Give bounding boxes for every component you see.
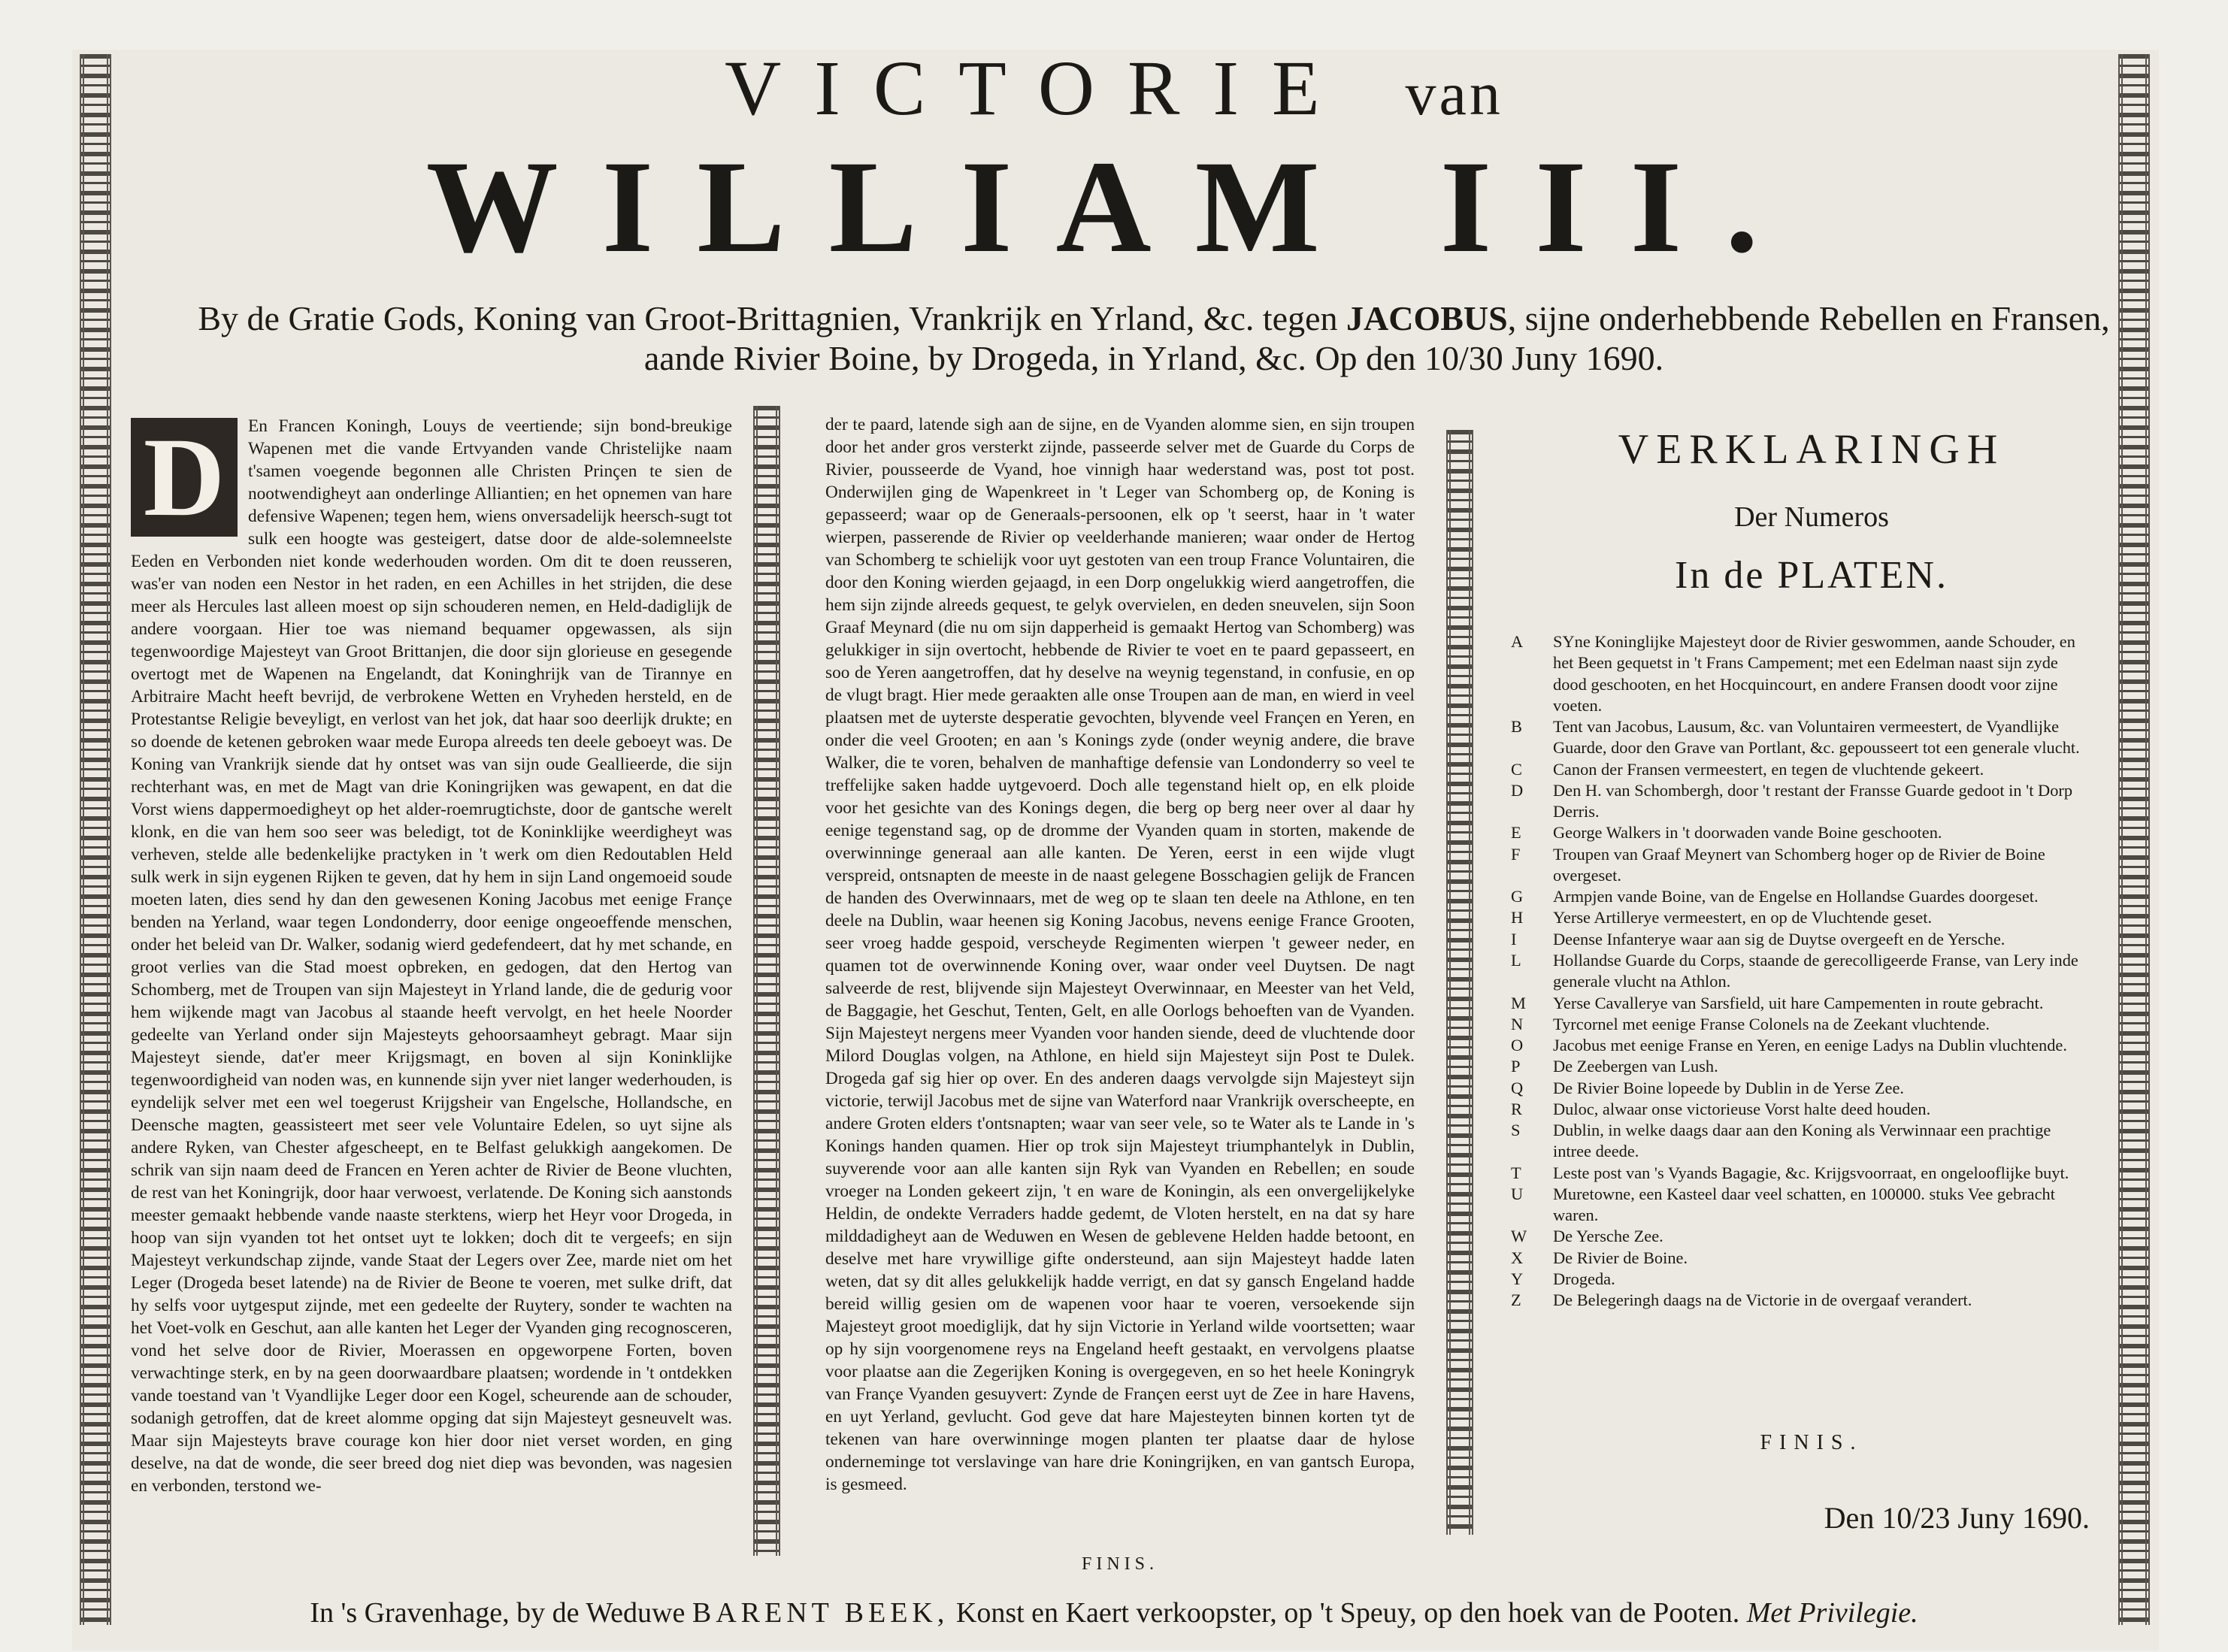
- legend-item: [1511, 716, 2090, 759]
- legend-item: [1511, 886, 2090, 907]
- legend-platen: In de PLATEN.: [1675, 554, 1948, 597]
- legend-key: L: [1511, 950, 1521, 970]
- title-line-2: WILLIAM III.: [425, 134, 1803, 280]
- legend-key: M: [1511, 993, 1526, 1012]
- legend-key: W: [1511, 1227, 1527, 1246]
- legend-key: R: [1511, 1099, 1522, 1118]
- legend-text: Tyrcornel met eenige Franse Colonels na de Zeekant vluchtende.: [1553, 1014, 1990, 1033]
- legend-key: P: [1511, 1057, 1521, 1076]
- legend-text: Hollandse Guarde du Corps, staande de gerecolligeerde Franse, van Lery inde generale vlucht na Athlon.: [1553, 950, 2078, 991]
- legend-item: [1511, 1035, 2090, 1056]
- legend-key: O: [1511, 1036, 1524, 1055]
- legend-text: George Walkers in 't doorwaden vande Boine geschooten.: [1553, 823, 1942, 843]
- legend-text: De Rivier de Boine.: [1553, 1248, 1688, 1267]
- left-ornament-border: [80, 54, 111, 1625]
- legend-text: Jacobus met eenige Franse en Yeren, en eenige Ladys na Dublin vluchtende.: [1553, 1036, 2067, 1055]
- title-van: van: [1405, 59, 1503, 128]
- legend-key: C: [1511, 759, 1522, 779]
- legend-item: [1511, 1078, 2090, 1099]
- imprint-printer-name: BARENT BEEK,: [692, 1597, 949, 1629]
- imprint-part-2: Konst en Kaert verkoopster, op 't Speuy, op den hoek van de Pooten.: [955, 1597, 1740, 1629]
- legend-key: Y: [1511, 1269, 1524, 1288]
- legend-item: [1511, 1269, 2090, 1290]
- title-line-1: [0, 45, 2228, 132]
- legend-text: Dublin, in welke daags daar aan den Koning als Verwinnaar een prachtige intree deede.: [1553, 1121, 2051, 1161]
- legend-text: Muretowne, een Kasteel daar veel schatten, en 100000. stuks Vee gebracht waren.: [1553, 1184, 2055, 1225]
- legend-key: D: [1511, 780, 1524, 800]
- legend-item: [1511, 1184, 2090, 1227]
- legend-text: Leste post van 's Vyands Bagagie, &c. Krijgsvoorraat, en ongelooflijke buyt.: [1553, 1163, 2069, 1182]
- legend-text: Yerse Cavallerye van Sarsfield, uit hare Campementen in route gebracht.: [1553, 993, 2044, 1012]
- subtitle-part-1: By de Gratie Gods, Koning van Groot-Brittagnien, Vrankrijk en Yrland, &c. tegen: [198, 299, 1338, 337]
- subtitle: [188, 299, 2120, 379]
- legend-item: [1511, 1120, 2090, 1163]
- legend-item: [1511, 1014, 2090, 1035]
- legend-heading: VERKLARINGH: [1618, 426, 2006, 473]
- legend-item: [1511, 822, 2090, 843]
- legend-item: [1511, 907, 2090, 928]
- legend-text: De Belegeringh daags na de Victorie in de overgaaf verandert.: [1553, 1290, 1972, 1310]
- column-divider-ornament-1: [753, 406, 780, 1556]
- legend-key: X: [1511, 1248, 1524, 1267]
- legend-text: Yerse Artillerye vermeestert, en op de Vluchtende geset.: [1553, 908, 1933, 927]
- column-2-finis: FINIS.: [1081, 1554, 1158, 1574]
- subtitle-jacobus: JACOBUS: [1346, 299, 1508, 337]
- legend-text: Deense Infanterye waar aan sig de Duytse overgeeft en de Yersche.: [1553, 929, 2006, 949]
- legend-key: G: [1511, 887, 1524, 906]
- legend-key: A: [1511, 632, 1524, 651]
- legend-item: [1511, 780, 2090, 823]
- legend-text: SYne Koninglijke Majesteyt door de Rivier geswommen, aande Schouder, en het Been gequetst in 't Frans Campement; met een Edelman naast sijn zyde dood geschooten, en het Hocquincourt, en andere Fransen doodt voor zijne voeten.: [1553, 632, 2075, 715]
- subtitle-date: 10/30 Juny 1690.: [1424, 338, 1664, 377]
- legend-text: Den H. van Schombergh, door 't restant der Fransse Guarde gedoot in 't Dorp Derris.: [1553, 780, 2073, 821]
- imprint-privilege: Met Privilegie.: [1746, 1597, 1918, 1629]
- legend-item: [1511, 1163, 2090, 1184]
- legend-text: Tent van Jacobus, Lausum, &c. van Voluntairen vermeestert, de Vyandlijke Guarde, door den Grave van Portlant, &c. gepousseert tot een generale vlucht.: [1553, 717, 2080, 758]
- legend-item: [1511, 993, 2090, 1014]
- legend-key: U: [1511, 1184, 1524, 1203]
- legend-key: B: [1511, 717, 1522, 737]
- legend-key: H: [1511, 908, 1524, 927]
- legend-key: I: [1511, 929, 1517, 949]
- legend-key: Q: [1511, 1078, 1524, 1097]
- legend-text: Troupen van Graaf Meynert van Schomberg hoger op de Rivier de Boine overgeset.: [1553, 844, 2045, 885]
- imprint-footer: [0, 1596, 2228, 1629]
- legend-text: De Rivier Boine lopeede by Dublin in de Yerse Zee.: [1553, 1078, 1904, 1097]
- legend-item: [1511, 1248, 2090, 1269]
- legend-text: Canon der Fransen vermeestert, en tegen de vluchtende gekeert.: [1553, 759, 1984, 779]
- column-2-text: der te paard, latende sigh aan de sijne, en de Vyanden alomme sien, en sijn troupen door het ander gros versterkt zijnde, passeerde selver met de Guarde du Corps de Rivier, pousseerde de Vyand, hoe vinnigh haar wederstand was, post tot post. Onderwijlen ging de Wapenkreet in 't Leger van Schomberg op, de Koning is gepasseerd; waar op de Generaals-persoonen, elk op 't seerst, haar in 't water wierpen, passerende de Rivier op veelderhande manieren; waar onder de Hertog van Schomberg te schielijk voor uyt gestoten van een troup France Voluntairen, die door den Koning wierden gejaagd, in een Dorp ongelukkig wierd aangetroffen, die hem sijn zijnde alreeds gequest, te gelyk overvielen, en deden sneuvelen, sijn Soon Graaf Meynard (die nu om sijn dapperheid is gemaakt Hertog van Schomberg) was gelukkiger in sijn overtocht, hebbende de Rivier te voet en te paard gepasseert, en soo de Yeren aangetroffen, dat hy deselve na weynig tegenstand, in confusie, en op de vlugt bragt. Hier mede geraakten alle onse Troupen aan de man, en wierd in veel plaatsen met de uyterste desperatie gevochten, blyvende veel Françen en Yeren, en onder die veel Grooten; en aan 's Konings zyde (onder weynig andere, die brave Walker, die te voren, behalven de manhaftige defensie van Londonderry so veel te treffelijke saken hadde uytgevoerd. Doch alle tegenstand hielt op, en elk ploide voor het gesichte van des Konings degen, die berg op berg neer over al daar hy eenige tegenstand sag, op de dromme der Vyanden quam in storten, makende de overwinninge generaal aan alle kanten. De Yeren, eerst in een wijde vlugt verspreid, ontsnapten de meeste in de naast gelegene Bosschagien gelijk de Francen de handen des Overwinnaars, met de weg op te slaan ten deele na Athlone, en ten deele na Dublin, waar heenen sig Koning Jacobus, nevens eenige France Grooten, seer vroeg hadde gespoid, verscheyde Regimenten wierpen 't geweer neder, en quamen tot de overwinnende Koning over, waar onder veel Duytsen. De nagt salveerde de rest, blijvende sijn Majesteyt Overwinnaar, en Meester van het Veld, de Baggagie, het Geschut, Tenten, Gelt, en alle Oorlogs behoeften van de Vyanden. Sijn Majesteyt nergens meer Vyanden voor handen siende, deed de vluchtende door Milord Douglas volgen, na Athlone, en hield sijn Majesteyt sijn Post te Dulek. Drogeda gaf sig hier op over. En des anderen daags vervolgde sijn Majesteyt sijn victorie, terwijl Jacobus met de sijne van Waterford naar Vrankrijk overscheepte, en andere Groten elders t'ontsnapten; waar van seer vele, so te Water als te Lande in 's Konings handen quamen. Hier op trok sijn Majesteyt triumphantelyk in Dublin, suyverende voor aan alle kanten sijn Ryk van Vyanden en Rebellen; en soude vroeger na Londen gekeert zijn, 't en ware de Koningin, als een onvergelijkelyke Heldin, de ondekte Verraders hadde gedemt, de Vloten herstelt, en na dat sy hare milddadigheyt aan de Weduwen en Wesen de geblevene Helden hadde betoont, en deselve met hare vrywillige gifte ondersteund, aan sijn Majesteyt hadde laten weten, dat sy dit alles gelukkelijk hadde verrigt, en dat sy gansch Engeland hadde bereid willig gesien om de wapenen voor haar te voeren, versoekende sijn Majesteyt groot moediglijk, dat hy sijn Victorie in Yerland wilde voortsetten; waar op hy sijn voorgenomene reys na Engeland heeft gestaakt, en vervolgens plaatse voor plaatse aan die Zegerijken Koning is overgegeven, en so het heele Koningryk van Françe Vyanden gesuyvert: Zynde de Françen eerst uyt de Zee in hare Havens, en uyt Yerland, gevlucht. God geve dat hare Majesteyten binnen korten tyt de tekenen van hare overwinninge mogen planten ter plaatse daar de hylose onderneminge tot verslavinge van hare drie Koningrijken, en van gantsch Europa, is gesmeed.: [825, 415, 1415, 1494]
- legend-key: E: [1511, 823, 1521, 843]
- legend-text: De Zeebergen van Lush.: [1553, 1057, 1718, 1076]
- decorated-initial: D: [131, 418, 238, 537]
- legend-item: [1511, 1226, 2090, 1247]
- legend-item: [1511, 1290, 2090, 1311]
- legend-item: [1511, 631, 2090, 716]
- legend-item: [1511, 1056, 2090, 1077]
- legend-date: Den 10/23 Juny 1690.: [1824, 1501, 2090, 1535]
- column-1-text: En Francen Koningh, Louys de veertiende; sijn bond-breukige Wapenen met die vande Ertvyanden vande Christelijke naam t'samen voegende begonnen alle Christen Prinçen te sien de nootwendigheyt aan onderlinge Alliantien; en het opnemen van hare defensive Wapenen; tegen hem, wiens onversadelijk heersch-sugt tot sulk een hoogte was gesteigert, datse door de alde-solemneelste Eeden en Verbonden niet konde wederhouden worden. Om dit te doen reusseren, was'er van noden een Nestor in het raden, en een Achilles in het strijden, die dese meer als Hercules last alleen moest op sijn schouderen nemen, en Held-dadiglijk de andere voorgaan. Hier toe was niemand bequamer opgewassen, als sijn tegenwoordige Majesteyt van Groot Brittanjen, die door sijn glorieuse en gesegende overtogt met de Wapenen na Engelandt, dat Koninghrijk van de Tirannye en Arbitraire Macht heeft bevrijd, de verbrokene Wetten en Vryheden hersteld, en de Protestantse Religie beveyligt, en verlost van het jok, dat haar soo deerlijk drukte; en so doende de ketenen gebroken waar mede Europa alreeds ten deele geboeyt was. De Koning van Vrankrijk siende dat hy ontset was van sijn oude Geallieerde, die sijn rechterhant was, en met de Magt van drie Koningrijken was gewapent, en dat die Vorst wiens dappermoedigheyt op het alder-roemrugtichste, door de gantsche werelt klonk, en die van hem soo seer was beledigt, tot de Koninklijke weerdigheyt was verheven, stelde alle bedenkelijke practyken in 't werk om dien Redoutablen Held sulk werk in sijn eygenen Rijken te geven, dat hy hem in sijn Land ongemoeid soude moeten laten, dies send hy dan den gewesenen Koning Jacobus met eenige Françe benden na Yerland, waar tegen Londonderry, door eenige ongeoeffende menschen, onder het beleid van Dr. Walker, sodanig wierd gedefendeert, dat hy met schande, en groot verlies van die Stad moest opbreken, en gedogen, dat den Hertog van Schomberg, met de Troupen van sijn Majesteyt in Yrland lande, die de gedurig voor hem wijkende magt van Jacobus al staande heeft vervolgt, en het heele Noorder gedeelte van Yerland onder sijn Majesteyts gehoorsaamheyt gebragt. Maar sijn Majesteyt siende, dat'er meer Krijgsmagt, en boven al sijn Koninklijke tegenwoordigheid van noden was, en kunnende sijn yver niet langer wederhouden, is eyndelijk selver met een wel toegerust Krijgsheir van Engelsche, Hollandsche, en Deensche magten, geassisteert met seer vele Voluntaire Edelen, so uyt sijne als andere Ryken, van Chester afgescheept, en te Belfast gelukkigh aangekomen. De schrik van sijn naam deed de Francen en Yeren achter de Rivier de Beone vluchten, de rest van het Koningrijk, door haar verwoest, verlatende. De Koning sich aanstonds meester gemaakt hebbende vande naaste sterktens, wierp het Heyr voor Drogeda, in hoop van sijn vyanden tot het ontset uyt te lokken; doch dit te vergeefs; en sijn Majesteyt verkundschap zijnde, vande Staat der Legers over Zee, marde niet om het Leger (Drogeda beset latende) na de Rivier de Beone te voeren, met sulke drift, dat hy selfs voor uytgesput zijnde, met een gedeelte der Ruytery, sonder te wachten na het Voet-volk en Geschut, aan alle kanten het Leger der Vyanden ging recognosceren, vond het selve door de Rivier, Moerassen en opgeworpene Forten, boven verwachtinge sterk, en by na geen doorwaardbare plaatsen; wordende in 't ontdekken vande toestand van 't Vyandlijke Leger door een Kogel, scheurende aan de schouder, sodanigh getroffen, dat de kreet alomme opging dat sijn Majesteyt gesneuvelt was. Maar sijn Majesteyts brave courage kon hier door niet verset worden, en ging deselve, na dat de wonde, die seer breed dog niet diep was bevonden, was nagesien en verbonden, terstond we-: [131, 416, 732, 1496]
- legend-key: Z: [1511, 1290, 1521, 1310]
- subtitle-part-2: , sijne onderhebbende Rebellen en Fransen, aande Rivier Boine, by Drogeda, in Yrland, &c. Op den: [643, 299, 2110, 377]
- legend-text: De Yersche Zee.: [1553, 1227, 1663, 1246]
- text-column-1: [131, 415, 732, 1497]
- column-divider-ornament-2: [1446, 430, 1473, 1535]
- text-column-2: [825, 413, 1415, 1496]
- legend-list: [1511, 631, 2090, 1312]
- legend-text: Armpjen vande Boine, van de Engelse en Hollandse Guardes doorgeset.: [1553, 887, 2039, 906]
- title-victorie: VICTORIE: [725, 45, 1353, 132]
- legend-key: S: [1511, 1121, 1521, 1140]
- legend-item: [1511, 950, 2090, 993]
- legend-subheading: Der Numeros: [1734, 501, 1889, 533]
- legend-item: [1511, 929, 2090, 950]
- legend-text: Drogeda.: [1553, 1269, 1615, 1288]
- legend-finis: FINIS.: [1760, 1431, 1863, 1454]
- right-ornament-border: [2118, 54, 2150, 1625]
- imprint-part-1: In 's Gravenhage, by de Weduwe: [310, 1597, 686, 1629]
- legend-item: [1511, 759, 2090, 780]
- legend-item: [1511, 1099, 2090, 1120]
- legend-key: F: [1511, 844, 1521, 864]
- legend-key: N: [1511, 1014, 1524, 1033]
- legend-key: T: [1511, 1163, 1521, 1182]
- legend-item: [1511, 844, 2090, 887]
- legend-text: Duloc, alwaar onse victorieuse Vorst halte deed houden.: [1553, 1099, 1931, 1118]
